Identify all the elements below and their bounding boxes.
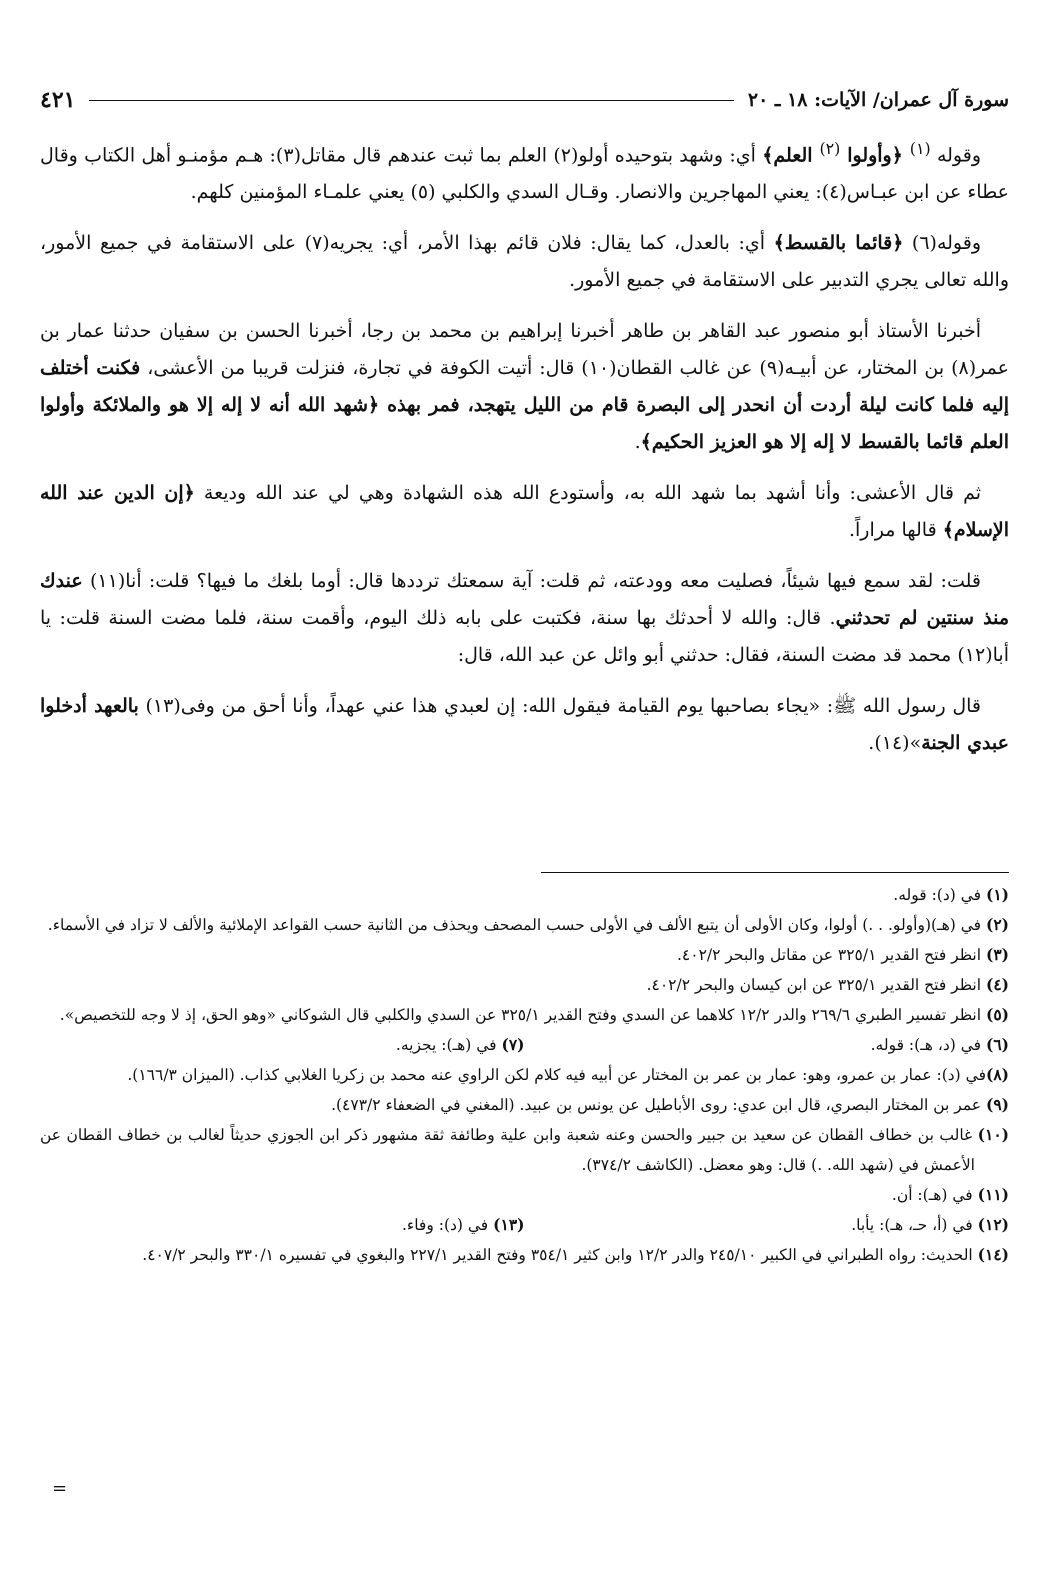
- footnote-divider: [541, 872, 1009, 873]
- footnote-12: (١٢) في (أ، حـ، هـ): يأبا.: [851, 1215, 1009, 1234]
- paragraph-3: أخبرنا الأستاذ أبو منصور عبد القاهر بن طاهر أخبرنا إبراهيم بن محمد بن رجا، أخبرنا الحسن بن سفيان حدثنا عمار بن عمر(٨) بن المختار، عن أبيـه(٩) عن غالب القطان(١٠) قال: أتيت الكوفة في تجارة، فنزلت قريبا من الأعشى، فكنت أختلف إليه فلما كانت ليلة أردت أن انحدر إلى البصرة قام من الليل يتهجد، فمر بهذه ﴿شهد الله أنه لا إله إلا هو والملائكة وأولوا العلم قائما بالقسط لا إله إلا هو العزيز الحكيم﴾.: [40, 320, 1009, 454]
- footnote-3: (٣) انظر فتح القدير ٣٢٥/١ عن مقاتل والبحر ٤٠٢/٢.: [676, 945, 1009, 964]
- footnote-7: (٧) في (هـ): يجزيه.: [395, 1035, 525, 1054]
- footnote-ref: (١): [909, 139, 931, 158]
- footnote-row-12-13: [40, 1210, 1009, 1240]
- footnotes: [40, 880, 1009, 1270]
- page-number: ٤٢١: [40, 87, 76, 113]
- paragraph-4: ثم قال الأعشى: وأنا أشهد بما شهد الله به، وأستودع الله هذه الشهادة وهي لي عند الله وديعة ﴿إن الدين عند الله الإسلام﴾ قالها مراراً.: [40, 482, 1009, 542]
- main-text: [40, 130, 1009, 776]
- header-rule: [89, 100, 733, 101]
- paragraph-6: قال رسول الله ﷺ: «يجاء بصاحبها يوم القيامة فيقول الله: إن لعبدي هذا عني عهداً، وأنا أحق من وفى(١٣) بالعهد أدخلوا عبدي الجنة»(١٤).: [40, 695, 1009, 755]
- footnote-10: (١٠) غالب بن خطاف القطان عن سعيد بن جبير والحسن وعنه شعبة وابن علية وطائفة ثقة مشهور ذكر ابن الجوزي حديثاً لغالب بن خطاف القطان عن الأعمش في (شهد الله. .) قال: وهو معضل. (الكاشف ٣٧٤/٢).: [40, 1125, 1009, 1174]
- corner-mark: =: [52, 1478, 68, 1499]
- paragraph-5: قلت: لقد سمع فيها شيئاً، فصليت معه وودعته، ثم قلت: آية سمعتك ترددها قال: أوما بلغك ما فيها؟ قلت: أنا(١١) عندك منذ سنتين لم تحدثني. قال: والله لا أحدثك بها سنة، فكتبت على بابه ذلك اليوم، وأقمت سنة، فلما مضت السنة قلت: يا أبا(١٢) محمد قد مضت السنة، فقال: حدثني أبو وائل عن عبد الله، قال:: [40, 570, 1009, 667]
- paragraph-2: وقوله(٦) ﴿قائما بالقسط﴾ أي: بالعدل، كما يقال: فلان قائم بهذا الأمر، أي: يجريه(٧) على الاستقامة في جميع الأمور، والله تعالى يجري التدبير على الاستقامة في جميع الأمور.: [40, 232, 1009, 292]
- footnote-5: (٥) انظر تفسير الطبري ٢٦٩/٦ والدر ١٢/٢ كلاهما عن السدي وفتح القدير ٣٢٥/١ عن السدي والكلبي قال الشوكاني «وهو الحق، إذ لا وجه للتخصيص».: [59, 1005, 1009, 1024]
- footnote-8: (٨)في (د): عمار بن عمرو، وهو: عمار بن عمر بن المختار عن أبيه فيه كلام لكن الراوي عنه محمد بن زكريا الغلابي كذاب. (الميزان ١٦٦/٣).: [127, 1065, 1009, 1084]
- footnote-13: (١٣) في (د): وفاء.: [401, 1215, 525, 1234]
- paragraph-1: وقوله $^{(١)}$ ﴿وأولوا $^{(٢)}$ العلم﴾ أي: وشهد بتوحيده أولو(٢) العلم بما ثبت عندهم قال مقاتل(٣): هـم مؤمنـو أهل الكتاب وقال عطاء عن ابن عبـاس(٤): يعني المهاجرين والانصار. وقـال السدي والكلبي (٥) يعني علمـاء المؤمنين كلهم.: [40, 139, 1009, 204]
- running-header: [40, 80, 1009, 120]
- footnote-4: (٤) انظر فتح القدير ٣٢٥/١ عن ابن كيسان والبحر ٤٠٢/٢.: [646, 975, 1009, 994]
- footnote-ref: (٢): [819, 139, 841, 158]
- footnote-6: (٦) في (د، هـ): قوله.: [870, 1035, 1009, 1054]
- footnote-9: (٩) عمر بن المختار البصري، قال ابن عدي: روى الأباطيل عن يونس بن عبيد. (المغني في الضعفاء ٤٧٣/٢).: [331, 1095, 1009, 1114]
- footnote-2: (٢) في (هـ)(وأولو. . .) أولوا، وكان الأولى أن يتبع الألف في الأولى حسب المصحف ويحذف من الثانية حسب القواعد الإملائية والألف لا تزاد في الأسماء.: [47, 915, 1009, 934]
- footnote-1: (١) في (د): قوله.: [893, 885, 1009, 904]
- footnote-row-6-7: [40, 1030, 1009, 1060]
- footnote-14: (١٤) الحديث: رواه الطبراني في الكبير ٢٤٥/١٠ والدر ١٢/٢ وابن كثير ٣٥٤/١ وفتح القدير ٢٢٧/١ والبغوي في تفسيره ٣٣٠/١ والبحر ٤٠٧/٢.: [142, 1245, 1009, 1264]
- footnote-11: (١١) في (هـ): أن.: [891, 1185, 1009, 1204]
- surah-title: سورة آل عمران/ الآيات: ١٨ ـ ٢٠: [747, 89, 1009, 111]
